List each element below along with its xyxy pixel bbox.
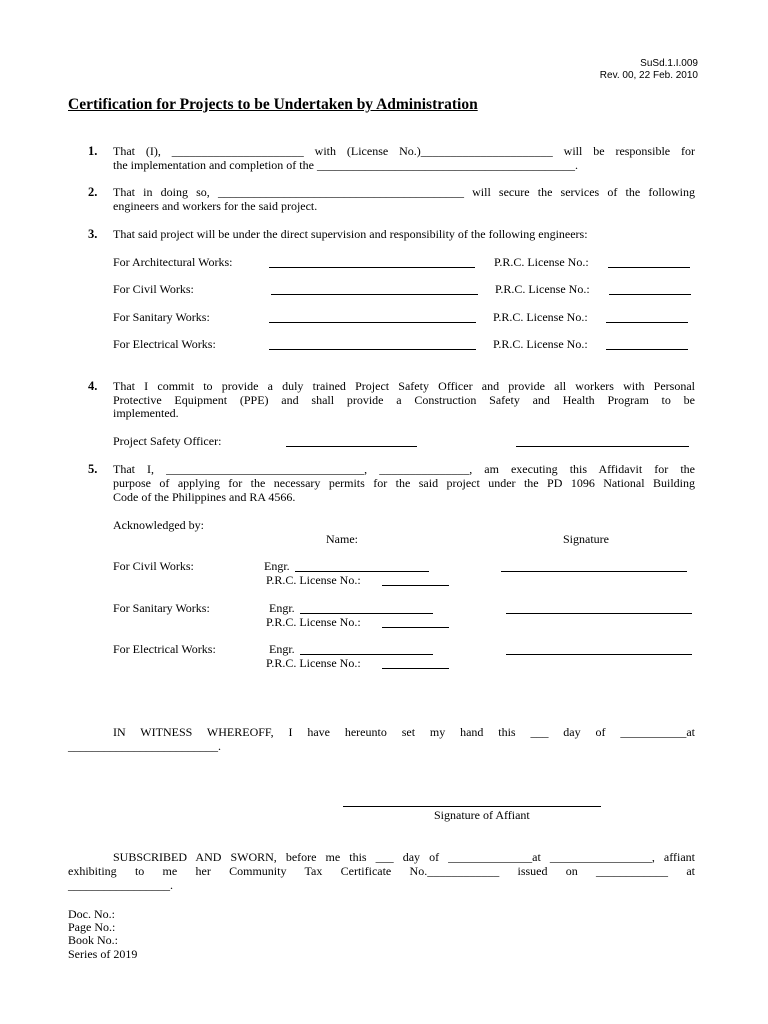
ack-license-label: P.R.C. License No.: bbox=[266, 615, 361, 629]
ack-engr-prefix: Engr. bbox=[269, 601, 295, 615]
safety-officer-signature-line bbox=[516, 446, 689, 447]
affiant-signature-label: Signature of Affiant bbox=[434, 808, 530, 822]
item-4-line-1: That I commit to provide a duly trained Project Safety Officer and provide all workers with Personal bbox=[113, 379, 695, 393]
ack-license-label: P.R.C. License No.: bbox=[266, 573, 361, 587]
engineer-name-line bbox=[269, 322, 476, 323]
ack-signature-line bbox=[506, 613, 692, 614]
subscribed-line-2: exhibiting to me her Community Tax Certificate No.____________ issued on ____________ at bbox=[68, 864, 695, 878]
notary-series: Series of 2019 bbox=[68, 947, 138, 961]
item-1-number: 1. bbox=[88, 144, 98, 158]
engineer-license-line bbox=[609, 294, 691, 295]
engineer-name-line bbox=[271, 294, 478, 295]
engineer-license-label: P.R.C. License No.: bbox=[493, 310, 588, 324]
subscribed-line-1: SUBSCRIBED AND SWORN, before me this ___ day of ______________at _________________, affiant bbox=[113, 850, 695, 864]
witness-line-2: _________________________. bbox=[68, 739, 221, 753]
acknowledged-heading: Acknowledged by: bbox=[113, 518, 204, 532]
item-2-line-2: engineers and workers for the said project. bbox=[113, 199, 318, 213]
item-5-line-2: purpose of applying for the necessary permits for the said project under the PD 1096 National Building bbox=[113, 476, 695, 490]
revision-date: Rev. 00, 22 Feb. 2010 bbox=[599, 70, 698, 81]
item-4-number: 4. bbox=[88, 379, 98, 393]
ack-label-civil: For Civil Works: bbox=[113, 559, 194, 573]
notary-doc-no: Doc. No.: bbox=[68, 907, 115, 921]
item-1-line-2: the implementation and completion of the ___________________________________________. bbox=[113, 158, 578, 172]
form-code: SuSd.1.I.009 bbox=[640, 58, 698, 69]
engineer-license-line bbox=[606, 322, 688, 323]
ack-signature-line bbox=[501, 571, 687, 572]
item-4-line-3: implemented. bbox=[113, 406, 179, 420]
item-5-number: 5. bbox=[88, 462, 98, 476]
ack-signature-line bbox=[506, 654, 692, 655]
witness-line-1: IN WITNESS WHEREOFF, I have hereunto set my hand this ___ day of ___________at bbox=[113, 725, 695, 739]
ack-name-line bbox=[300, 654, 433, 655]
engineer-label-sanitary: For Sanitary Works: bbox=[113, 310, 210, 324]
engineer-license-label: P.R.C. License No.: bbox=[495, 282, 590, 296]
engineer-license-line bbox=[606, 349, 688, 350]
notary-page-no: Page No.: bbox=[68, 920, 116, 934]
item-3-line-1: That said project will be under the direct supervision and responsibility of the following engineers: bbox=[113, 227, 588, 241]
engineer-name-line bbox=[269, 267, 475, 268]
notary-book-no: Book No.: bbox=[68, 933, 119, 947]
ack-label-sanitary: For Sanitary Works: bbox=[113, 601, 210, 615]
engineer-name-line bbox=[269, 349, 476, 350]
ack-label-electrical: For Electrical Works: bbox=[113, 642, 216, 656]
item-5-line-3: Code of the Philippines and RA 4566. bbox=[113, 490, 296, 504]
engineer-license-label: P.R.C. License No.: bbox=[493, 337, 588, 351]
document-title: Certification for Projects to be Undertaken by Administration bbox=[68, 96, 478, 113]
item-3-number: 3. bbox=[88, 227, 98, 241]
ack-name-line bbox=[295, 571, 429, 572]
safety-officer-label: Project Safety Officer: bbox=[113, 434, 222, 448]
engineer-license-label: P.R.C. License No.: bbox=[494, 255, 589, 269]
ack-name-line bbox=[300, 613, 433, 614]
ack-license-line bbox=[382, 585, 449, 586]
subscribed-line-3: _________________. bbox=[68, 878, 173, 892]
item-4-line-2: Protective Equipment (PPE) and shall provide a Construction Safety and Health Program to be bbox=[113, 393, 695, 407]
acknowledged-signature-header: Signature bbox=[563, 532, 609, 546]
acknowledged-name-header: Name: bbox=[326, 532, 358, 546]
safety-officer-name-line bbox=[286, 446, 417, 447]
item-5-line-1: That I, _________________________________, _______________, am executing this Affidavit for the bbox=[113, 462, 695, 476]
ack-license-line bbox=[382, 668, 449, 669]
ack-license-line bbox=[382, 627, 449, 628]
item-2-line-1: That in doing so, _________________________________________ will secure the services of the following bbox=[113, 185, 695, 199]
item-2-number: 2. bbox=[88, 185, 98, 199]
ack-engr-prefix: Engr. bbox=[269, 642, 295, 656]
engineer-license-line bbox=[608, 267, 690, 268]
ack-license-label: P.R.C. License No.: bbox=[266, 656, 361, 670]
ack-engr-prefix: Engr. bbox=[264, 559, 290, 573]
item-1-line-1: That (I), ______________________ with (License No.)______________________ will be responsible for bbox=[113, 144, 695, 158]
affiant-signature-line bbox=[343, 806, 601, 807]
engineer-label-architectural: For Architectural Works: bbox=[113, 255, 233, 269]
engineer-label-electrical: For Electrical Works: bbox=[113, 337, 216, 351]
engineer-label-civil: For Civil Works: bbox=[113, 282, 194, 296]
